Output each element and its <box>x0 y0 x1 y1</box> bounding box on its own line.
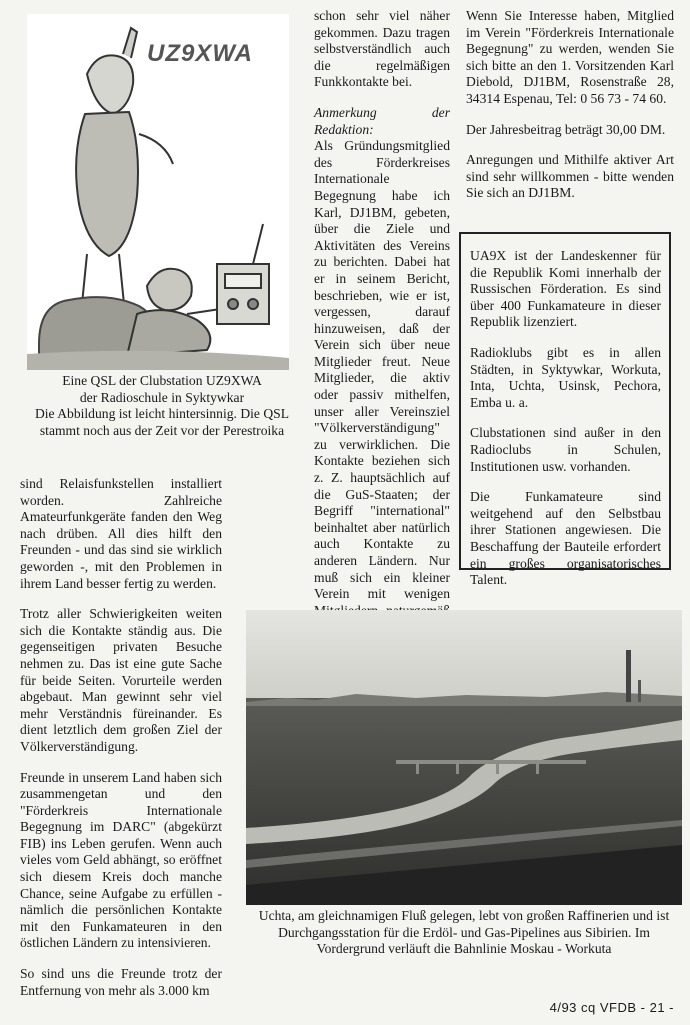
editor-note-text: Als Gründungsmitglied des Förderkreises Internationale Begegnung habe ich Karl, DJ1BM, gebeten, über die Ziele und Aktivitäten des Vereins zu berichten. Dabei hat er in seinem Bericht, beschrieben, wie er ist, vergessen, darauf hinzuweisen, daß der Verein sich über neue Mitglieder freut. Neue Mitglieder, die aktiv oder passiv mithelfen, unser aller Vereinsziel "Völkerverständigung" zu verwirklichen. Die Kontakte beziehen sich z. Z. hauptsächlich auf die GuS-Staaten; der Begriff "international" beinhaltet aber natürlich auch Kontakte zu anderen Ländern. Nur muß sich ein kleiner Verein mit wenigen <box>314 138 450 602</box>
qsl-caption-line: Eine QSL der Clubstation UZ9XWA <box>62 373 262 388</box>
page-footer: 4/93 cq VFDB - 21 - <box>549 1000 674 1015</box>
body-paragraph: Anregungen und Mithilfe aktiver Art sind sehr willkommen - bitte wenden Sie sich an DJ1BM. <box>466 152 674 201</box>
qsl-caption-line: stammt noch aus der Zeit vor der Perestroika <box>39 422 285 438</box>
uchta-caption <box>244 908 684 958</box>
uchta-river-photo <box>246 610 682 905</box>
body-paragraph: schon sehr viel näher gekommen. Dazu tragen selbstverständlich auch die regelmäßigen Funkkontakte bei. <box>314 8 450 90</box>
editor-note-heading: Anmerkung der Redaktion: <box>314 104 450 137</box>
uchta-caption-line: Vordergrund verläuft die Bahnlinie Moskau - Workuta <box>316 941 612 957</box>
info-paragraph: UA9X ist der Landeskenner für die Republik Komi innerhalb der Russischen Förderation. Es sind über 400 Funkamateure in dieser Republik lizenziert. <box>470 248 661 330</box>
info-box-komi <box>459 232 671 588</box>
body-paragraph: sind Relaisfunkstellen installiert worden. Zahlreiche Amateurfunkgeräte fanden den Weg nach drüben. All dies hilft den Freunden - und das sind sie wirklich geworden -, mit den Problemen in ihrem Land besser fertig zu werden. <box>20 476 222 591</box>
qsl-caption-line: Die Abbildung ist leicht hintersinnig. Die QSL <box>34 406 290 422</box>
body-paragraph: So sind uns die Freunde trotz der Entfernung von mehr als 3.000 km <box>20 966 222 998</box>
uchta-landscape-image <box>246 610 682 905</box>
column-1 <box>20 476 222 1013</box>
body-paragraph: Trotz aller Schwierigkeiten weiten sich die Kontakte ständig aus. Die gegenseitigen privaten Besuche nehmen zu. Das ist eine gute Sache für beide Seiten. Vorurteile werden abgebaut. Man gewinnt sehr viel mehr Verständnis füreinander. Es dient letztlich dem großen Ziel der Völkerverständigung. <box>20 606 222 754</box>
uchta-caption-line: Durchgangsstation für die Erdöl- und Gas-Pipelines aus Sibirien. Im <box>278 924 650 940</box>
body-paragraph: Der Jahresbeitrag beträgt 30,00 DM. <box>466 121 666 137</box>
info-paragraph: Radioklubs gibt es in allen Städten, in Syktywkar, Workuta, Inta, Uchta, Usinsk, Pechora, Emba u. a. <box>470 344 661 410</box>
body-paragraph: Wenn Sie Interesse haben, Mitglied im Verein "Förderkreis Internationale Begegnung" zu werden, wenden Sie sich bitte an den 1. Vorsitzenden Karl Diebold, DJ1BM, Rosenstraße 28, 34314 Espenau, Tel: 0 56 73 - 74 60. <box>466 8 674 106</box>
qsl-caption-line: der Radioschule in Syktywkar <box>79 389 245 405</box>
body-paragraph: Freunde in unserem Land haben sich zusammengetan und den "Förderkreis Internationale Begegnung im DARC" (abgekürzt FIB) ins Leben gerufen. Wenn auch vieles vom Geld abhängt, so eröffnet sich diesem Kreis doch manche Chance, seine Aufgabe zu erfüllen - nämlich die persönlichen Kontakte mit den Funkamateuren in den östlichen Ländern zu intensivieren. <box>20 769 222 951</box>
info-paragraph: Clubstationen sind außer in den Radioclubs in Schulen, Institutionen usw. vorhanden. <box>470 425 661 474</box>
qsl-callsign: UZ9XWA <box>147 40 254 67</box>
column-3 <box>466 8 674 216</box>
info-paragraph: Die Funkamateure sind weitgehend auf den Selbstbau ihrer Stationen angewiesen. Die Beschaffung der Bauteile erfordert ein großes organisatorisches Talent. <box>470 489 661 588</box>
uchta-caption-line: Uchta, am gleichnamigen Fluß gelegen, lebt von großen Raffinerien und ist <box>258 908 670 923</box>
column-2 <box>238 8 450 650</box>
